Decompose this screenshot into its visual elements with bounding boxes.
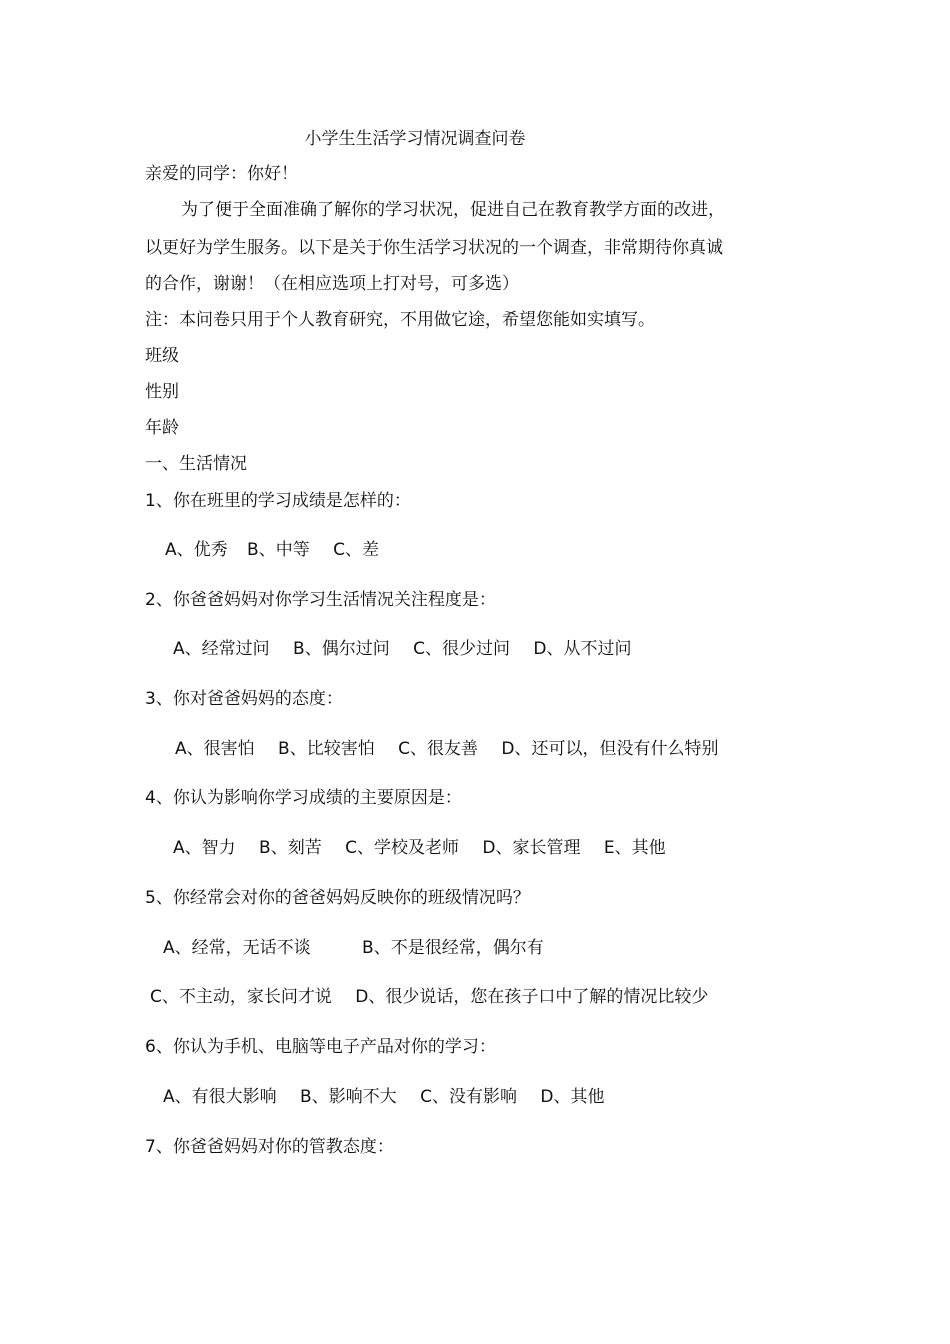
option-b[interactable]: B、比较害怕 — [278, 739, 375, 759]
note: 注：本问卷只用于个人教育研究，不用做它途，希望您能如实填写。 — [145, 310, 655, 330]
option-a[interactable]: A、有很大影响 — [163, 1087, 277, 1107]
option-a[interactable]: A、经常，无话不谈 — [163, 938, 311, 958]
option-d[interactable]: D、很少说话，您在孩子口中了解的情况比较少 — [355, 987, 709, 1007]
question-6: 6、你认为手机、电脑等电子产品对你的学习： — [145, 1037, 496, 1057]
field-age: 年龄 — [145, 418, 179, 438]
option-b[interactable]: B、刻苦 — [259, 838, 322, 858]
question-4: 4、你认为影响你学习成绩的主要原因是： — [145, 788, 462, 808]
question-4-options — [173, 837, 666, 859]
option-a[interactable]: A、优秀 — [165, 540, 228, 560]
option-e[interactable]: E、其他 — [603, 838, 666, 858]
greeting: 亲爱的同学：你好！ — [145, 164, 298, 184]
option-b[interactable]: B、影响不大 — [300, 1087, 397, 1107]
option-b[interactable]: B、偶尔过问 — [293, 639, 390, 659]
option-d[interactable]: D、还可以，但没有什么特别 — [501, 739, 719, 759]
question-2-options — [173, 638, 632, 660]
question-1: 1、你在班里的学习成绩是怎样的： — [145, 491, 411, 511]
question-3: 3、你对爸爸妈妈的态度： — [145, 689, 343, 709]
option-c[interactable]: C、很少过问 — [413, 639, 510, 659]
option-c[interactable]: C、差 — [333, 540, 379, 560]
field-gender: 性别 — [145, 382, 179, 402]
option-c[interactable]: C、没有影响 — [420, 1087, 517, 1107]
option-a[interactable]: A、经常过问 — [173, 639, 270, 659]
option-a[interactable]: A、很害怕 — [175, 739, 255, 759]
question-3-options — [175, 738, 719, 760]
question-7: 7、你爸爸妈妈对你的管教态度： — [145, 1137, 394, 1157]
question-6-options — [163, 1086, 605, 1108]
field-class: 班级 — [145, 346, 179, 366]
intro-line-3: 的合作，谢谢！（在相应选项上打对号，可多选） — [145, 274, 519, 294]
section-heading: 一、生活情况 — [145, 454, 247, 474]
question-2: 2、你爸爸妈妈对你学习生活情况关注程度是： — [145, 590, 496, 610]
option-c[interactable]: C、学校及老师 — [345, 838, 459, 858]
question-5-options-row-2 — [150, 986, 708, 1008]
question-5-options-row-1 — [163, 937, 544, 959]
option-c[interactable]: C、很友善 — [398, 739, 478, 759]
option-a[interactable]: A、智力 — [173, 838, 236, 858]
intro-line-1: 为了便于全面准确了解你的学习状况，促进自己在教育教学方面的改进， — [181, 200, 725, 220]
option-c[interactable]: C、不主动，家长问才说 — [150, 987, 332, 1007]
intro-line-2: 以更好为学生服务。以下是关于你生活学习状况的一个调查，非常期待你真诚 — [145, 238, 723, 258]
option-d[interactable]: D、家长管理 — [482, 838, 581, 858]
question-1-options — [165, 539, 379, 561]
option-d[interactable]: D、其他 — [540, 1087, 605, 1107]
document-title: 小学生生活学习情况调查问卷 — [304, 129, 526, 149]
option-d[interactable]: D、从不过问 — [533, 639, 632, 659]
option-b[interactable]: B、不是很经常，偶尔有 — [362, 938, 544, 958]
question-5: 5、你经常会对你的爸爸妈妈反映你的班级情况吗？ — [145, 888, 530, 908]
option-b[interactable]: B、中等 — [247, 540, 310, 560]
